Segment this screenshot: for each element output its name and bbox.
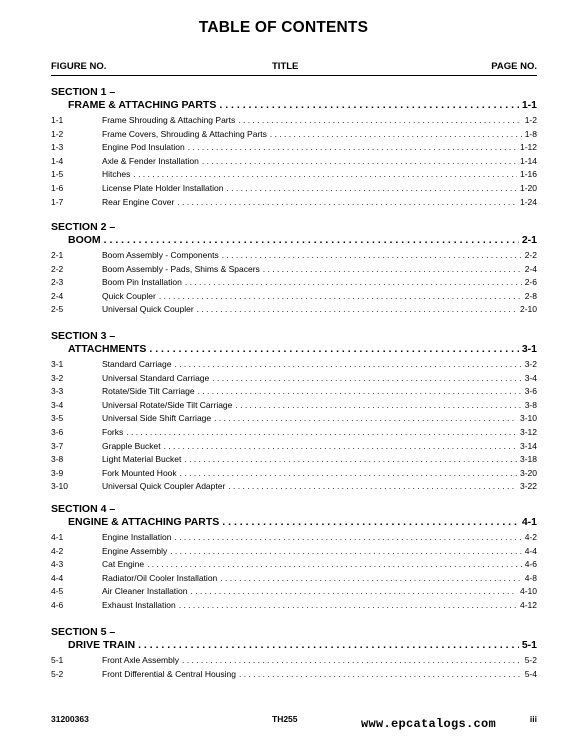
entry-title: Boom Assembly - Pads, Shims & Spacers <box>102 263 260 274</box>
figure-number: 3-7 <box>51 440 64 451</box>
section-label: SECTION 2 – <box>51 221 116 233</box>
dot-leader <box>185 277 522 287</box>
entry-title: Radiator/Oil Cooler Installation <box>102 572 218 583</box>
column-header-page: PAGE NO. <box>491 61 537 72</box>
toc-entry <box>51 440 537 451</box>
entry-page: 2-8 <box>524 290 537 301</box>
dot-leader <box>147 559 522 569</box>
figure-number: 3-1 <box>51 359 64 369</box>
dot-leader <box>202 156 517 166</box>
entry-title: Engine Pod Insulation <box>102 142 185 153</box>
figure-number: 1-4 <box>51 155 64 166</box>
entry-page: 1-24 <box>519 196 537 207</box>
entry-page: 1-16 <box>519 169 537 180</box>
dot-leader <box>149 343 518 355</box>
entry-title: Boom Pin Installation <box>102 277 182 288</box>
toc-entry <box>51 399 537 410</box>
entry-title: Universal Quick Coupler Adapter <box>102 481 226 492</box>
dot-leader <box>238 115 521 125</box>
section-name: FRAME & ATTACHING PARTS <box>68 98 217 111</box>
toc-entry <box>51 263 537 274</box>
entry-page: 5-2 <box>524 655 537 665</box>
footer-document-number: 31200363 <box>51 714 89 724</box>
entry-title: Frame Covers, Shrouding & Attaching Parts <box>102 128 267 139</box>
entry-title: Engine Assembly <box>102 545 168 556</box>
toc-entry <box>51 359 537 369</box>
figure-number: 4-5 <box>51 586 64 597</box>
entry-page: 1-2 <box>524 115 537 125</box>
figure-number: 2-2 <box>51 263 64 274</box>
entry-page: 3-22 <box>519 481 537 492</box>
column-header-figure: FIGURE NO. <box>51 61 107 72</box>
toc-entry <box>51 600 537 610</box>
toc-entry <box>51 559 537 570</box>
figure-number: 3-6 <box>51 427 64 437</box>
toc-entry <box>51 304 537 315</box>
toc-entry <box>51 277 537 288</box>
toc-entry <box>51 183 537 193</box>
figure-number: 5-2 <box>51 668 64 679</box>
entry-title: Light Material Bucket <box>102 454 182 465</box>
figure-number: 4-2 <box>51 545 64 556</box>
entry-page: 4-12 <box>519 600 537 610</box>
dot-leader <box>164 441 517 451</box>
figure-number: 1-5 <box>51 169 64 180</box>
entry-title: Rotate/Side Tilt Carriage <box>102 386 195 397</box>
dot-leader <box>170 546 522 556</box>
figure-number: 3-8 <box>51 454 64 465</box>
page-title: TABLE OF CONTENTS <box>198 19 369 36</box>
toc-entry <box>51 586 537 597</box>
figure-number: 1-6 <box>51 183 64 193</box>
toc-entry <box>51 386 537 397</box>
entry-title: Quick Coupler <box>102 290 156 301</box>
dot-leader <box>239 669 522 679</box>
watermark-url: www.epcatalogs.com <box>361 717 497 731</box>
entry-page: 4-6 <box>524 559 537 570</box>
dot-leader <box>126 427 517 437</box>
entry-title: Forks <box>102 427 124 437</box>
entry-page: 1-20 <box>519 183 537 193</box>
dot-leader <box>198 386 522 396</box>
entry-page: 4-2 <box>524 532 537 542</box>
toc-entry <box>51 545 537 556</box>
figure-number: 3-3 <box>51 386 64 397</box>
dot-leader <box>174 532 521 542</box>
section-page: 3-1 <box>521 342 537 355</box>
entry-title: Exhaust Installation <box>102 600 176 610</box>
figure-number: 2-1 <box>51 250 64 260</box>
figure-number: 4-4 <box>51 572 64 583</box>
entry-page: 3-20 <box>519 467 537 478</box>
dot-leader <box>212 373 521 383</box>
toc-entry <box>51 668 537 679</box>
entry-title: Universal Side Shift Carriage <box>102 413 212 424</box>
entry-page: 4-10 <box>519 586 537 597</box>
entry-page: 4-8 <box>524 572 537 583</box>
entry-page: 3-18 <box>519 454 537 465</box>
toc-entry <box>51 115 537 125</box>
toc-entry <box>51 413 537 424</box>
figure-number: 3-2 <box>51 372 64 383</box>
dot-leader <box>220 573 521 583</box>
section-label: SECTION 5 – <box>51 626 116 638</box>
entry-page: 2-2 <box>524 250 537 260</box>
toc-entry <box>51 372 537 383</box>
entry-title: Air Cleaner Installation <box>102 586 188 597</box>
entry-title: Rear Engine Cover <box>102 196 175 207</box>
section-name: ATTACHMENTS <box>68 342 147 355</box>
toc-entry <box>51 532 537 542</box>
entry-title: Engine Installation <box>102 532 172 542</box>
footer-model: TH255 <box>272 714 298 724</box>
entry-title: License Plate Holder Installation <box>102 183 224 193</box>
section-label: SECTION 4 – <box>51 503 116 515</box>
dot-leader <box>104 234 519 246</box>
dot-leader <box>222 250 522 260</box>
figure-number: 3-4 <box>51 399 64 410</box>
section-page: 4-1 <box>521 515 537 528</box>
entry-title: Boom Assembly - Components <box>102 250 219 260</box>
entry-title: Universal Standard Carriage <box>102 372 210 383</box>
entry-page: 1-12 <box>519 142 537 153</box>
entry-title: Axle & Fender Installation <box>102 155 199 166</box>
entry-title: Universal Quick Coupler <box>102 304 194 315</box>
toc-entry <box>51 196 537 207</box>
toc-entry <box>51 155 537 166</box>
entry-page: 2-6 <box>524 277 537 288</box>
entry-title: Frame Shrouding & Attaching Parts <box>102 115 236 125</box>
entry-title: Universal Rotate/Side Tilt Carriage <box>102 399 233 410</box>
dot-leader <box>184 454 517 464</box>
toc-entry <box>51 572 537 583</box>
dot-leader <box>270 129 522 139</box>
toc-entry <box>51 454 537 465</box>
section-name: BOOM <box>68 233 101 246</box>
section-heading-row <box>68 343 537 355</box>
entry-page: 3-2 <box>524 359 537 369</box>
dot-leader <box>226 183 517 193</box>
entry-page: 3-6 <box>524 386 537 397</box>
toc-entry <box>51 481 537 492</box>
section-label: SECTION 1 – <box>51 86 116 98</box>
footer-page-number: iii <box>529 714 537 724</box>
figure-number: 4-3 <box>51 559 64 570</box>
figure-number: 2-3 <box>51 277 64 288</box>
section-page: 2-1 <box>521 233 537 246</box>
entry-page: 3-8 <box>524 399 537 410</box>
toc-entry <box>51 427 537 437</box>
entry-title: Hitches <box>102 169 131 180</box>
entry-title: Fork Mounted Hook <box>102 467 177 478</box>
entry-page: 3-14 <box>519 440 537 451</box>
dot-leader <box>191 586 517 596</box>
entry-page: 3-10 <box>519 413 537 424</box>
toc-entry <box>51 142 537 153</box>
dot-leader <box>133 169 517 179</box>
dot-leader <box>182 655 522 665</box>
dot-leader <box>219 99 518 111</box>
entry-page: 1-14 <box>519 155 537 166</box>
entry-page: 2-10 <box>519 304 537 315</box>
dot-leader <box>180 468 517 478</box>
figure-number: 3-10 <box>51 481 69 492</box>
dot-leader <box>228 481 517 491</box>
figure-number: 1-2 <box>51 128 64 139</box>
toc-entry <box>51 250 537 260</box>
entry-page: 5-4 <box>524 668 537 679</box>
figure-number: 2-4 <box>51 290 64 301</box>
entry-title: Cat Engine <box>102 559 145 570</box>
entry-title: Standard Carriage <box>102 359 172 369</box>
dot-leader <box>138 639 519 651</box>
section-name: ENGINE & ATTACHING PARTS <box>68 515 220 528</box>
dot-leader <box>263 264 522 274</box>
section-heading-row <box>68 639 537 651</box>
dot-leader <box>177 197 517 207</box>
figure-number: 4-1 <box>51 532 64 542</box>
dot-leader <box>222 516 519 528</box>
toc-entry <box>51 169 537 180</box>
figure-number: 3-5 <box>51 413 64 424</box>
toc-entry <box>51 655 537 665</box>
toc-entry <box>51 290 537 301</box>
entry-page: 3-12 <box>519 427 537 437</box>
dot-leader <box>197 304 517 314</box>
figure-number: 4-6 <box>51 600 64 610</box>
figure-number: 2-5 <box>51 304 64 315</box>
figure-number: 1-1 <box>51 115 64 125</box>
section-heading-row <box>68 516 537 528</box>
figure-number: 3-9 <box>51 467 64 478</box>
figure-number: 1-7 <box>51 196 64 207</box>
figure-number: 1-3 <box>51 142 64 153</box>
entry-page: 3-4 <box>524 372 537 383</box>
entry-title: Front Axle Assembly <box>102 655 180 665</box>
entry-title: Front Differential & Central Housing <box>102 668 237 679</box>
entry-page: 1-8 <box>524 128 537 139</box>
entry-page: 2-4 <box>524 263 537 274</box>
column-header-title: TITLE <box>272 61 299 72</box>
dot-leader <box>174 359 521 369</box>
figure-number: 5-1 <box>51 655 64 665</box>
section-page: 1-1 <box>521 98 537 111</box>
dot-leader <box>188 142 517 152</box>
entry-page: 4-4 <box>524 545 537 556</box>
dot-leader <box>179 600 517 610</box>
section-label: SECTION 3 – <box>51 330 116 342</box>
section-heading-row <box>68 234 537 246</box>
section-page: 5-1 <box>521 638 537 651</box>
entry-title: Grapple Bucket <box>102 440 161 451</box>
dot-leader <box>159 291 522 301</box>
toc-entry <box>51 467 537 478</box>
section-heading-row <box>68 99 537 111</box>
dot-leader <box>214 413 517 423</box>
section-name: DRIVE TRAIN <box>68 638 136 651</box>
toc-entry <box>51 128 537 139</box>
dot-leader <box>235 400 521 410</box>
